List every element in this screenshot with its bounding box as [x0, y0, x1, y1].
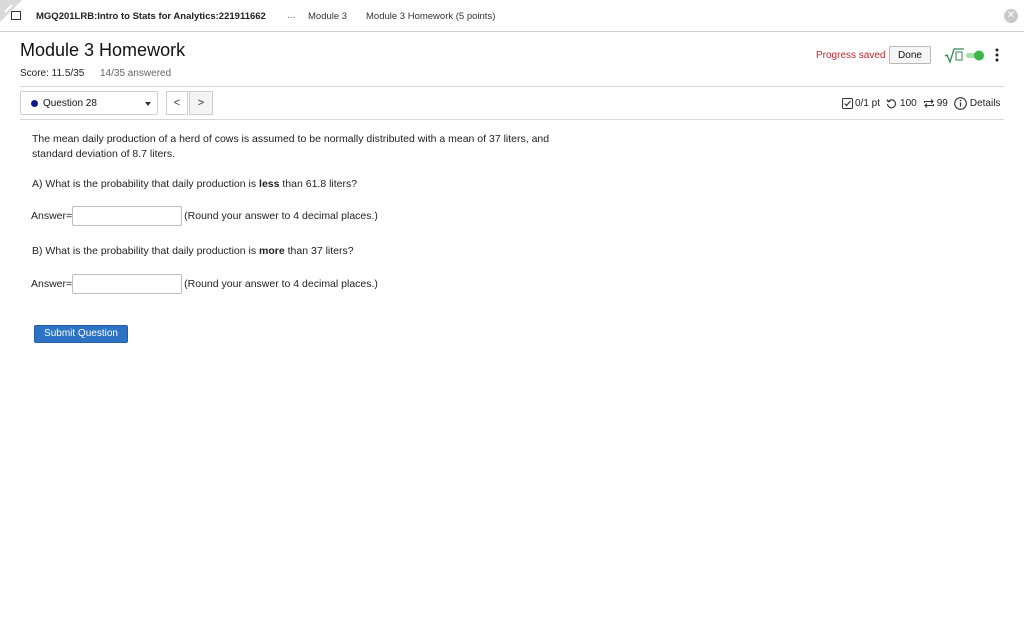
breadcrumb-ellipsis[interactable]: ...: [287, 10, 296, 21]
question-prompt: The mean daily production of a herd of cows is assumed to be normally distributed with a mean of 37 liters, and standard deviation of 8.7 liters.: [32, 133, 550, 160]
done-button[interactable]: Done: [889, 46, 931, 64]
divider: [20, 119, 1004, 120]
progress-saved-status: Progress saved: [816, 50, 886, 61]
breadcrumb-module[interactable]: Module 3: [308, 11, 348, 22]
question-part-a: [32, 178, 357, 190]
question-part-b: [32, 245, 354, 257]
divider: [20, 86, 1004, 87]
part-b-text-end: than 37 liters?: [284, 245, 354, 257]
part-b-emphasis: more: [259, 245, 285, 257]
part-b-text: B) What is the probability that daily production is: [32, 245, 260, 257]
attempts-text: 99: [936, 97, 948, 109]
caret-down-icon: [145, 102, 151, 106]
top-bar: [0, 0, 1024, 32]
part-a-emphasis: less: [259, 178, 280, 190]
more-options-icon[interactable]: [992, 46, 1002, 64]
page-title: Module 3 Homework: [20, 40, 186, 60]
retries-text: 100: [900, 97, 917, 109]
breadcrumb-homework[interactable]: Module 3 Homework (5 points): [366, 11, 496, 22]
divider: [0, 31, 1024, 32]
part-a-text-end: than 61.8 liters?: [279, 178, 358, 190]
breadcrumb-course[interactable]: MGQ201LRB:Intro to Stats for Analytics:221911662: [36, 11, 266, 22]
math-input-toggle[interactable]: [944, 46, 986, 64]
answer-b-input[interactable]: [72, 274, 182, 294]
answer-b-round-note: (Round your answer to 4 decimal places.): [184, 278, 378, 290]
part-a-text: A) What is the probability that daily production is: [32, 178, 260, 190]
answer-b-row: [31, 274, 378, 294]
attempts-icon: [923, 98, 935, 109]
sqrt-icon: [945, 49, 964, 62]
previous-question-button[interactable]: <: [166, 91, 188, 115]
close-icon[interactable]: ✕: [1004, 9, 1018, 23]
info-icon[interactable]: [954, 97, 967, 110]
retry-icon: [886, 98, 897, 109]
question-select[interactable]: [20, 91, 158, 115]
answered-count: 14/35 answered: [100, 68, 172, 79]
answer-a-row: [31, 206, 378, 226]
answer-a-round-note: (Round your answer to 4 decimal places.): [184, 210, 378, 222]
details-link[interactable]: Details: [969, 97, 1001, 109]
question-select-label: Question 28: [43, 98, 97, 109]
checkbox-icon: [842, 98, 853, 109]
answer-a-input[interactable]: [72, 206, 182, 226]
answer-b-label: Answer=: [31, 278, 73, 290]
points-text: 0/1 pt: [855, 97, 881, 109]
question-stats: [842, 95, 1000, 111]
score-text: Score: 11.5/35: [20, 68, 85, 79]
question-status-dot: [31, 100, 38, 107]
submit-question-button[interactable]: Submit Question: [34, 325, 128, 343]
next-question-button[interactable]: >: [189, 91, 213, 115]
window-icon: [11, 11, 21, 20]
answer-a-label: Answer=: [31, 210, 73, 222]
